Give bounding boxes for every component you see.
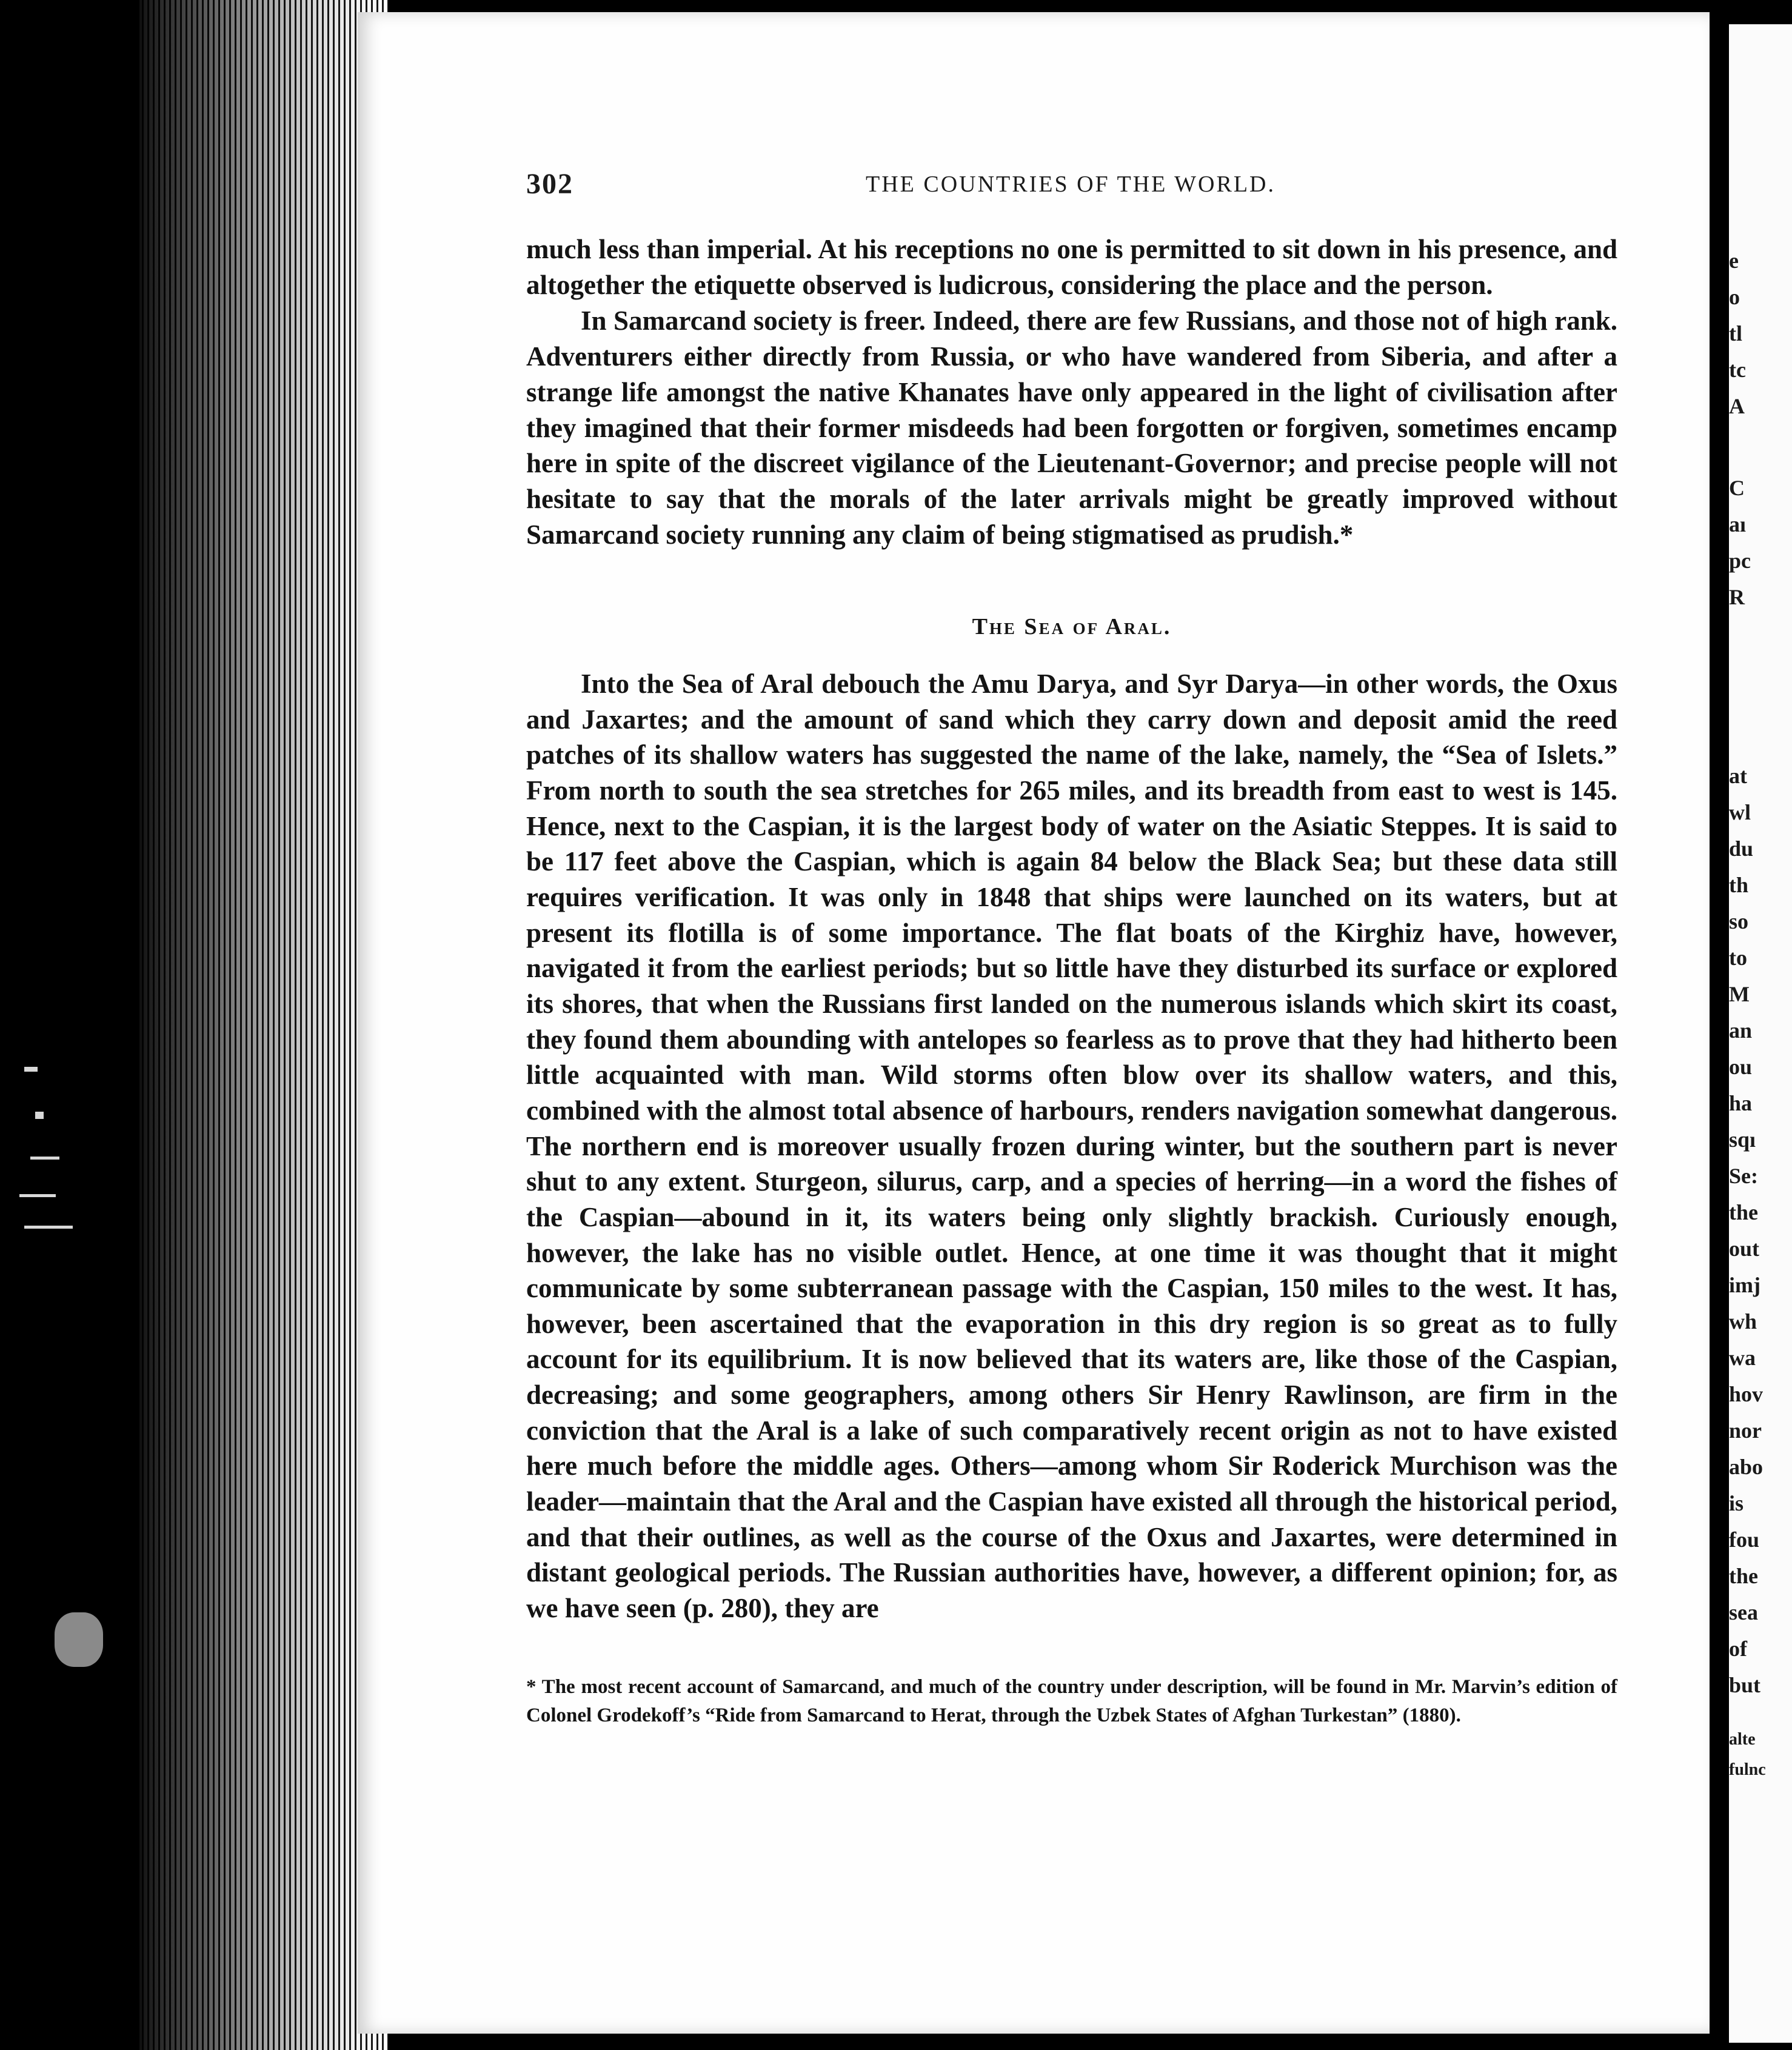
running-title: THE COUNTRIES OF THE WORLD. xyxy=(866,172,1275,197)
fragment: fulnc xyxy=(1729,1760,1766,1779)
fragment: R xyxy=(1729,585,1745,609)
fragment: sqı xyxy=(1729,1127,1756,1152)
fragment: ou xyxy=(1729,1055,1753,1079)
fragment: wa xyxy=(1729,1346,1756,1370)
fragment: ha xyxy=(1729,1091,1753,1115)
page-edges-binding xyxy=(0,0,388,2050)
book-gutter xyxy=(1711,0,1729,2050)
footnote: * The most recent account of Samarcand, and much of the country under description, will be found in Mr. Marvin’s edition of Colonel Grodekoff’s “Ride from Samarcand to Herat, through the Uzbek States of Afghan Turkestan” (1880). xyxy=(526,1676,1617,1726)
fragment: wh xyxy=(1729,1309,1757,1334)
fragment: du xyxy=(1729,836,1754,861)
fragment: M xyxy=(1729,982,1750,1006)
fragment: e xyxy=(1729,249,1739,273)
page-header xyxy=(526,167,1617,204)
section-title: The Sea of Aral. xyxy=(972,614,1172,639)
fragment: abo xyxy=(1729,1455,1764,1479)
paragraph: In Samarcand society is freer. Indeed, there are few Russians, and those not of high rank. Adventurers either directly from Russia, or who have wandered from Siberia, and after a strange life amongst the native Khanates have only appeared in the light of civilisation after they imagined that their former misdeeds had been forgotten or forgiven, sometimes encamp here in spite of the discreet vigilance of the Lieutenant-Governor; and precise people will not hesitate to say that the morals of the later arrivals might be greatly improved without Samarcand society running any claim of being stigmatised as prudish.* xyxy=(526,305,1617,550)
text-block-section xyxy=(526,666,1617,1626)
fragment: Se: xyxy=(1729,1164,1758,1188)
fragment: out xyxy=(1729,1237,1760,1261)
fragment: an xyxy=(1729,1018,1753,1043)
paragraph: Into the Sea of Aral debouch the Amu Darya, and Syr Darya—in other words, the Oxus and Jaxartes; and the amount of sand which they carry down and deposit amid the reed patches of its shallow waters has suggested the name of the lake, namely, the “Sea of Islets.” From north to south the sea stretches for 265 miles, and its breadth from east to west is 145. Hence, next to the Caspian, it is the largest body of water on the Asiatic Steppes. It is said to be 117 feet above the Caspian, which is again 84 below the Black Sea; but these data still requires verification. It was only in 1848 that ships were launched on its waters, but at present its flotilla is of some importance. The flat boats of the Kirghiz have, however, navigated it from the earliest periods; but so little have they disturbed its surface or explored its shores, that when the Russians first landed on the numerous islands which skirt its coast, they found them abounding with antelopes so fearless as to prove that they had hitherto been little acquainted with man. Wild storms often blow over its shallow waters, and this, combined with the almost total absence of harbours, renders navigation somewhat dangerous. The northern end is moreover usually frozen during winter, but the southern part is never shut to any extent. Sturgeon, silurus, carp, and a species of herring—in a word the fishes of the Caspian—abound in it, its waters being only slightly brackish. Curiously enough, however, the lake has no visible outlet. Hence, at one time it was thought that it might communicate by some subterranean passage with the Caspian, 150 miles to the west. It has, however, been ascertained that the evaporation in this dry region is so great as to fully account for its equilibrium. It is now believed that its waters are, like those of the Caspian, decreasing; and some geographers, among others Sir Henry Rawlinson, are firm in the conviction that the Aral is a lake of such comparatively recent origin as not to have existed here much before the middle ages. Others—among whom Sir Roderick Murchison was the leader—maintain that the Aral and the Caspian have existed all through the historical period, and that their outlines, as well as the course of the Oxus and Jaxartes, were determined in distant geological periods. The Russian authorities have, however, a different opinion; for, as we have seen (p. 280), they are xyxy=(526,669,1617,1624)
fragment: wl xyxy=(1729,800,1751,824)
fragment: nor xyxy=(1729,1418,1762,1443)
fragment: fou xyxy=(1729,1527,1760,1552)
fragment: sea xyxy=(1729,1600,1758,1624)
fragment: imj xyxy=(1729,1273,1760,1297)
fragment: C xyxy=(1729,476,1745,500)
scan-specks xyxy=(12,1067,121,1697)
fragment: to xyxy=(1729,946,1747,970)
facing-page-fragment xyxy=(1729,24,1792,2043)
fragment: tl xyxy=(1729,321,1742,346)
fragment: aı xyxy=(1729,512,1747,536)
fragment: the xyxy=(1729,1564,1758,1588)
fragment: but xyxy=(1729,1673,1761,1697)
fragment: hov xyxy=(1729,1382,1764,1406)
fragment: of xyxy=(1729,1637,1747,1661)
page-number: 302 xyxy=(526,168,573,200)
fragment: tc xyxy=(1729,358,1746,382)
fragment: alte xyxy=(1729,1730,1756,1749)
fragment: th xyxy=(1729,873,1749,897)
fragment: at xyxy=(1729,764,1747,788)
fragment: the xyxy=(1729,1200,1758,1224)
fragment: A xyxy=(1729,394,1745,418)
text-block-top xyxy=(526,232,1617,553)
fragment: o xyxy=(1729,285,1740,309)
fragment: pc xyxy=(1729,549,1751,573)
fragment: so xyxy=(1729,909,1749,933)
paragraph: much less than imperial. At his receptions no one is permitted to sit down in his presence, and altogether the etiquette observed is ludicrous, considering the place and the person. xyxy=(526,234,1617,300)
fragment: is xyxy=(1729,1491,1744,1515)
